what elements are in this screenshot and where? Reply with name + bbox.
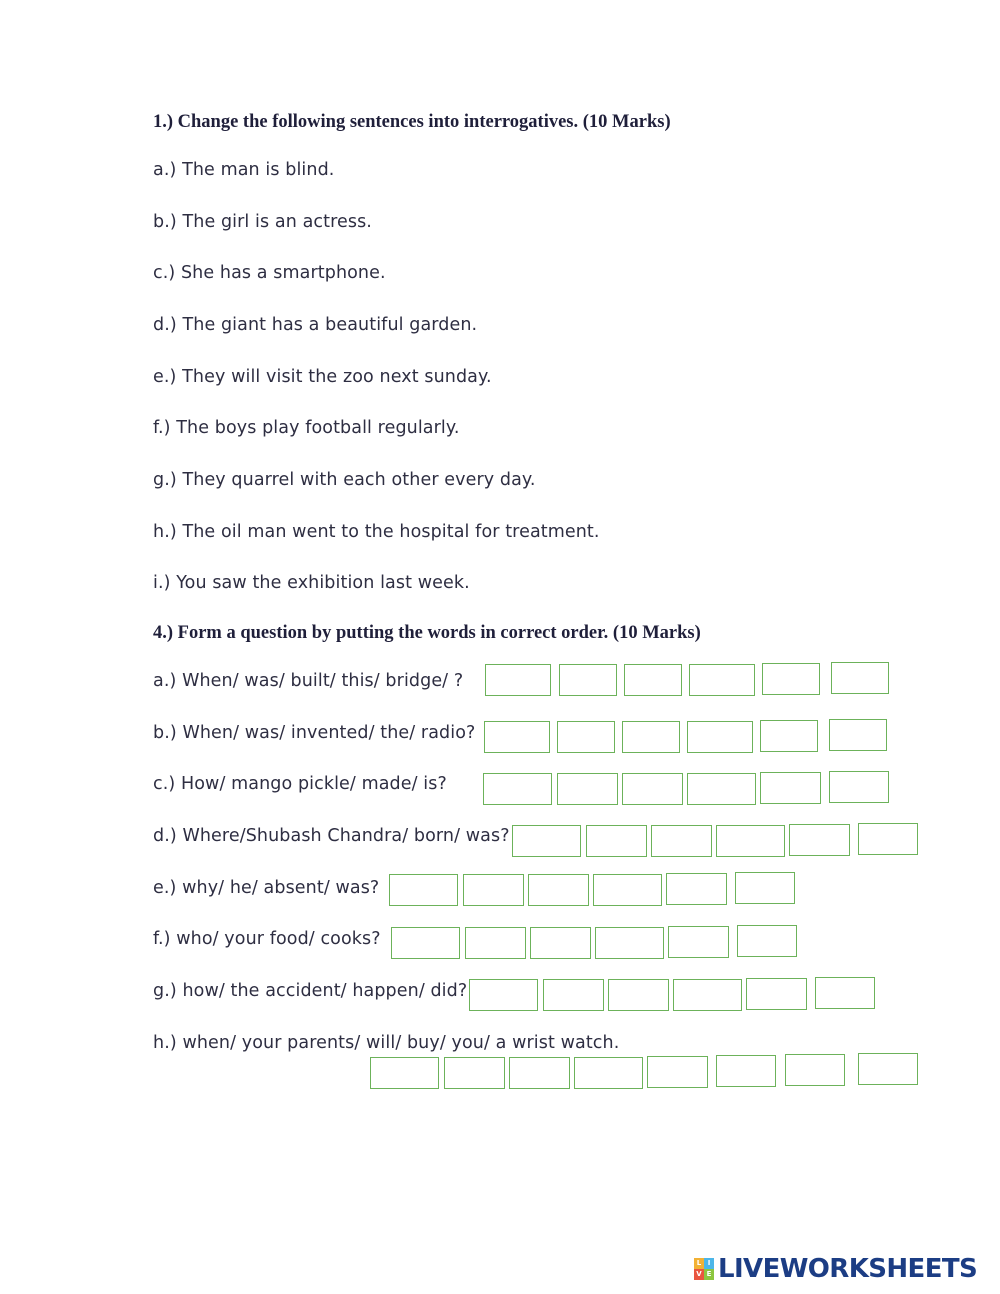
answer-box-d3[interactable] <box>651 825 712 857</box>
answer-box-b5[interactable] <box>760 720 818 752</box>
section1-item-f: f.) The boys play football regularly. <box>153 418 460 438</box>
answer-box-c6[interactable] <box>829 771 889 803</box>
answer-box-a2[interactable] <box>559 664 617 696</box>
section1-title: 1.) Change the following sentences into interrogatives. (10 Marks) <box>153 112 671 132</box>
section1-item-a: a.) The man is blind. <box>153 160 335 180</box>
section4-item-h: h.) when/ your parents/ will/ buy/ you/ a wrist watch. <box>153 1033 620 1053</box>
answer-box-h7[interactable] <box>785 1054 845 1086</box>
logo-tile-e: E <box>704 1269 714 1280</box>
logo-tile-i: I <box>704 1258 714 1269</box>
answer-box-a3[interactable] <box>624 664 682 696</box>
answer-box-b4[interactable] <box>687 721 753 753</box>
answer-box-e1[interactable] <box>389 874 458 906</box>
answer-box-g4[interactable] <box>673 979 742 1011</box>
answer-box-f4[interactable] <box>595 927 664 959</box>
liveworksheets-logo <box>694 1254 977 1284</box>
section1-item-e: e.) They will visit the zoo next sunday. <box>153 367 492 387</box>
answer-box-h3[interactable] <box>509 1057 570 1089</box>
answer-box-g3[interactable] <box>608 979 669 1011</box>
answer-box-h8[interactable] <box>858 1053 918 1085</box>
section4-item-c: c.) How/ mango pickle/ made/ is? <box>153 774 447 794</box>
answer-box-f6[interactable] <box>737 925 797 957</box>
answer-box-f1[interactable] <box>391 927 460 959</box>
answer-box-a1[interactable] <box>485 664 551 696</box>
liveworksheets-icon <box>694 1258 714 1280</box>
answer-box-e3[interactable] <box>528 874 589 906</box>
section1-item-c: c.) She has a smartphone. <box>153 263 386 283</box>
logo-tile-l: L <box>694 1258 704 1269</box>
section1-item-d: d.) The giant has a beautiful garden. <box>153 315 478 335</box>
answer-box-f3[interactable] <box>530 927 591 959</box>
section1-item-h: h.) The oil man went to the hospital for treatment. <box>153 522 600 542</box>
answer-box-d6[interactable] <box>858 823 918 855</box>
section1-item-b: b.) The girl is an actress. <box>153 212 372 232</box>
answer-box-g6[interactable] <box>815 977 875 1009</box>
answer-box-c1[interactable] <box>483 773 552 805</box>
answer-box-g1[interactable] <box>469 979 538 1011</box>
answer-box-b6[interactable] <box>829 719 887 751</box>
answer-box-b3[interactable] <box>622 721 680 753</box>
section1-item-i: i.) You saw the exhibition last week. <box>153 573 470 593</box>
answer-box-e4[interactable] <box>593 874 662 906</box>
section4-item-f: f.) who/ your food/ cooks? <box>153 929 381 949</box>
answer-box-h5[interactable] <box>647 1056 708 1088</box>
answer-box-f2[interactable] <box>465 927 526 959</box>
section4-item-d: d.) Where/Shubash Chandra/ born/ was? <box>153 826 510 846</box>
answer-box-e6[interactable] <box>735 872 795 904</box>
answer-box-c2[interactable] <box>557 773 618 805</box>
section4-item-b: b.) When/ was/ invented/ the/ radio? <box>153 723 476 743</box>
answer-box-a5[interactable] <box>762 663 820 695</box>
answer-box-c4[interactable] <box>687 773 756 805</box>
answer-box-g2[interactable] <box>543 979 604 1011</box>
section1-item-g: g.) They quarrel with each other every day. <box>153 470 536 490</box>
answer-box-h1[interactable] <box>370 1057 439 1089</box>
answer-box-d1[interactable] <box>512 825 581 857</box>
section4-item-g: g.) how/ the accident/ happen/ did? <box>153 981 468 1001</box>
answer-box-h4[interactable] <box>574 1057 643 1089</box>
answer-box-h6[interactable] <box>716 1055 776 1087</box>
answer-box-e5[interactable] <box>666 873 727 905</box>
answer-box-d2[interactable] <box>586 825 647 857</box>
logo-tile-v: V <box>694 1269 704 1280</box>
answer-box-a6[interactable] <box>831 662 889 694</box>
answer-box-c5[interactable] <box>760 772 821 804</box>
answer-box-e2[interactable] <box>463 874 524 906</box>
answer-box-a4[interactable] <box>689 664 755 696</box>
section4-title: 4.) Form a question by putting the words in correct order. (10 Marks) <box>153 623 701 643</box>
answer-box-g5[interactable] <box>746 978 807 1010</box>
brand-name: LIVEWORKSHEETS <box>718 1254 978 1284</box>
answer-box-f5[interactable] <box>668 926 729 958</box>
answer-box-d4[interactable] <box>716 825 785 857</box>
answer-box-b2[interactable] <box>557 721 615 753</box>
section4-item-a: a.) When/ was/ built/ this/ bridge/ ? <box>153 671 464 691</box>
answer-box-h2[interactable] <box>444 1057 505 1089</box>
section4-item-e: e.) why/ he/ absent/ was? <box>153 878 380 898</box>
answer-box-d5[interactable] <box>789 824 850 856</box>
answer-box-b1[interactable] <box>484 721 550 753</box>
answer-box-c3[interactable] <box>622 773 683 805</box>
